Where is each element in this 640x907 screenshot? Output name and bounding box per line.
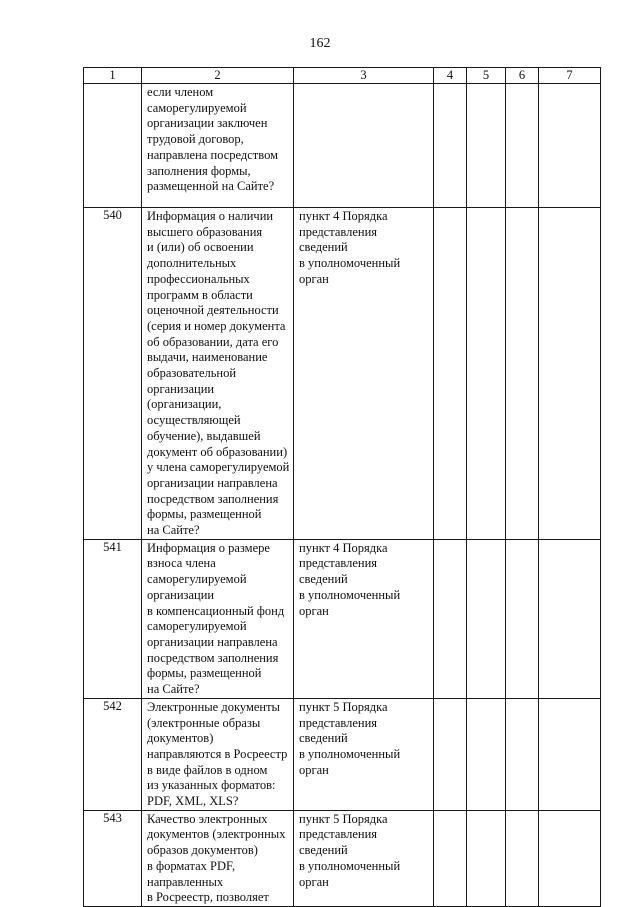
table-row	[84, 810, 601, 906]
empty-cell-7	[539, 208, 601, 540]
empty-cell-6	[506, 810, 539, 906]
question-text: если членом саморегулируемой организации заключен трудовой договор, направлена посредством заполнения формы, размещенной на Сайте?	[142, 84, 294, 208]
empty-cell-5	[467, 208, 506, 540]
question-text: Качество электронных документов (электронных образов документов) в форматах PDF, направленных в Росреестр, позволяет	[142, 810, 294, 906]
header-cell-6: 6	[506, 68, 539, 84]
empty-cell-5	[467, 84, 506, 208]
empty-cell-4	[434, 208, 467, 540]
row-number: 541	[84, 539, 142, 698]
page-number: 162	[309, 36, 331, 51]
legal-reference: пункт 5 Порядка представления сведений в уполномоченный орган	[294, 810, 434, 906]
empty-cell-5	[467, 810, 506, 906]
empty-cell-5	[467, 698, 506, 810]
question-text: Электронные документы (электронные образы документов) направляются в Росреестр в виде файлов в одном из указанных форматов: PDF, XML, XLS?	[142, 698, 294, 810]
empty-cell-6	[506, 698, 539, 810]
table-row	[84, 84, 601, 208]
row-number: 542	[84, 698, 142, 810]
header-cell-5: 5	[467, 68, 506, 84]
row-number: 543	[84, 810, 142, 906]
header-row	[84, 68, 601, 84]
empty-cell-7	[539, 539, 601, 698]
header-cell-7: 7	[539, 68, 601, 84]
legal-reference: пункт 4 Порядка представления сведений в уполномоченный орган	[294, 208, 434, 540]
legal-reference: пункт 5 Порядка представления сведений в уполномоченный орган	[294, 698, 434, 810]
table-row	[84, 698, 601, 810]
header-cell-4: 4	[434, 68, 467, 84]
empty-cell-7	[539, 698, 601, 810]
header-cell-1: 1	[84, 68, 142, 84]
row-number	[84, 84, 142, 208]
empty-cell-6	[506, 84, 539, 208]
legal-reference	[294, 84, 434, 208]
question-text: Информация о размере взноса члена саморегулируемой организации в компенсационный фонд саморегулируемой организации направлена посредством заполнения формы, размещенной на Сайте?	[142, 539, 294, 698]
checklist-table	[83, 67, 601, 907]
empty-cell-6	[506, 539, 539, 698]
header-cell-2: 2	[142, 68, 294, 84]
table-row	[84, 208, 601, 540]
legal-reference: пункт 4 Порядка представления сведений в уполномоченный орган	[294, 539, 434, 698]
empty-cell-4	[434, 84, 467, 208]
empty-cell-4	[434, 698, 467, 810]
empty-cell-4	[434, 539, 467, 698]
header-cell-3: 3	[294, 68, 434, 84]
empty-cell-6	[506, 208, 539, 540]
empty-cell-7	[539, 84, 601, 208]
question-text: Информация о наличии высшего образования и (или) об освоении дополнительных профессиональных программ в области оценочной деятельности (серия и номер документа об образовании, дата его выдачи, наименование образовательной организации (организации, осуществляющей обучение), выдавшей документ об образовании) у члена саморегулируемой организации направлена посредством заполнения формы, размещенной на Сайте?	[142, 208, 294, 540]
empty-cell-5	[467, 539, 506, 698]
table-row	[84, 539, 601, 698]
empty-cell-7	[539, 810, 601, 906]
row-number: 540	[84, 208, 142, 540]
empty-cell-4	[434, 810, 467, 906]
